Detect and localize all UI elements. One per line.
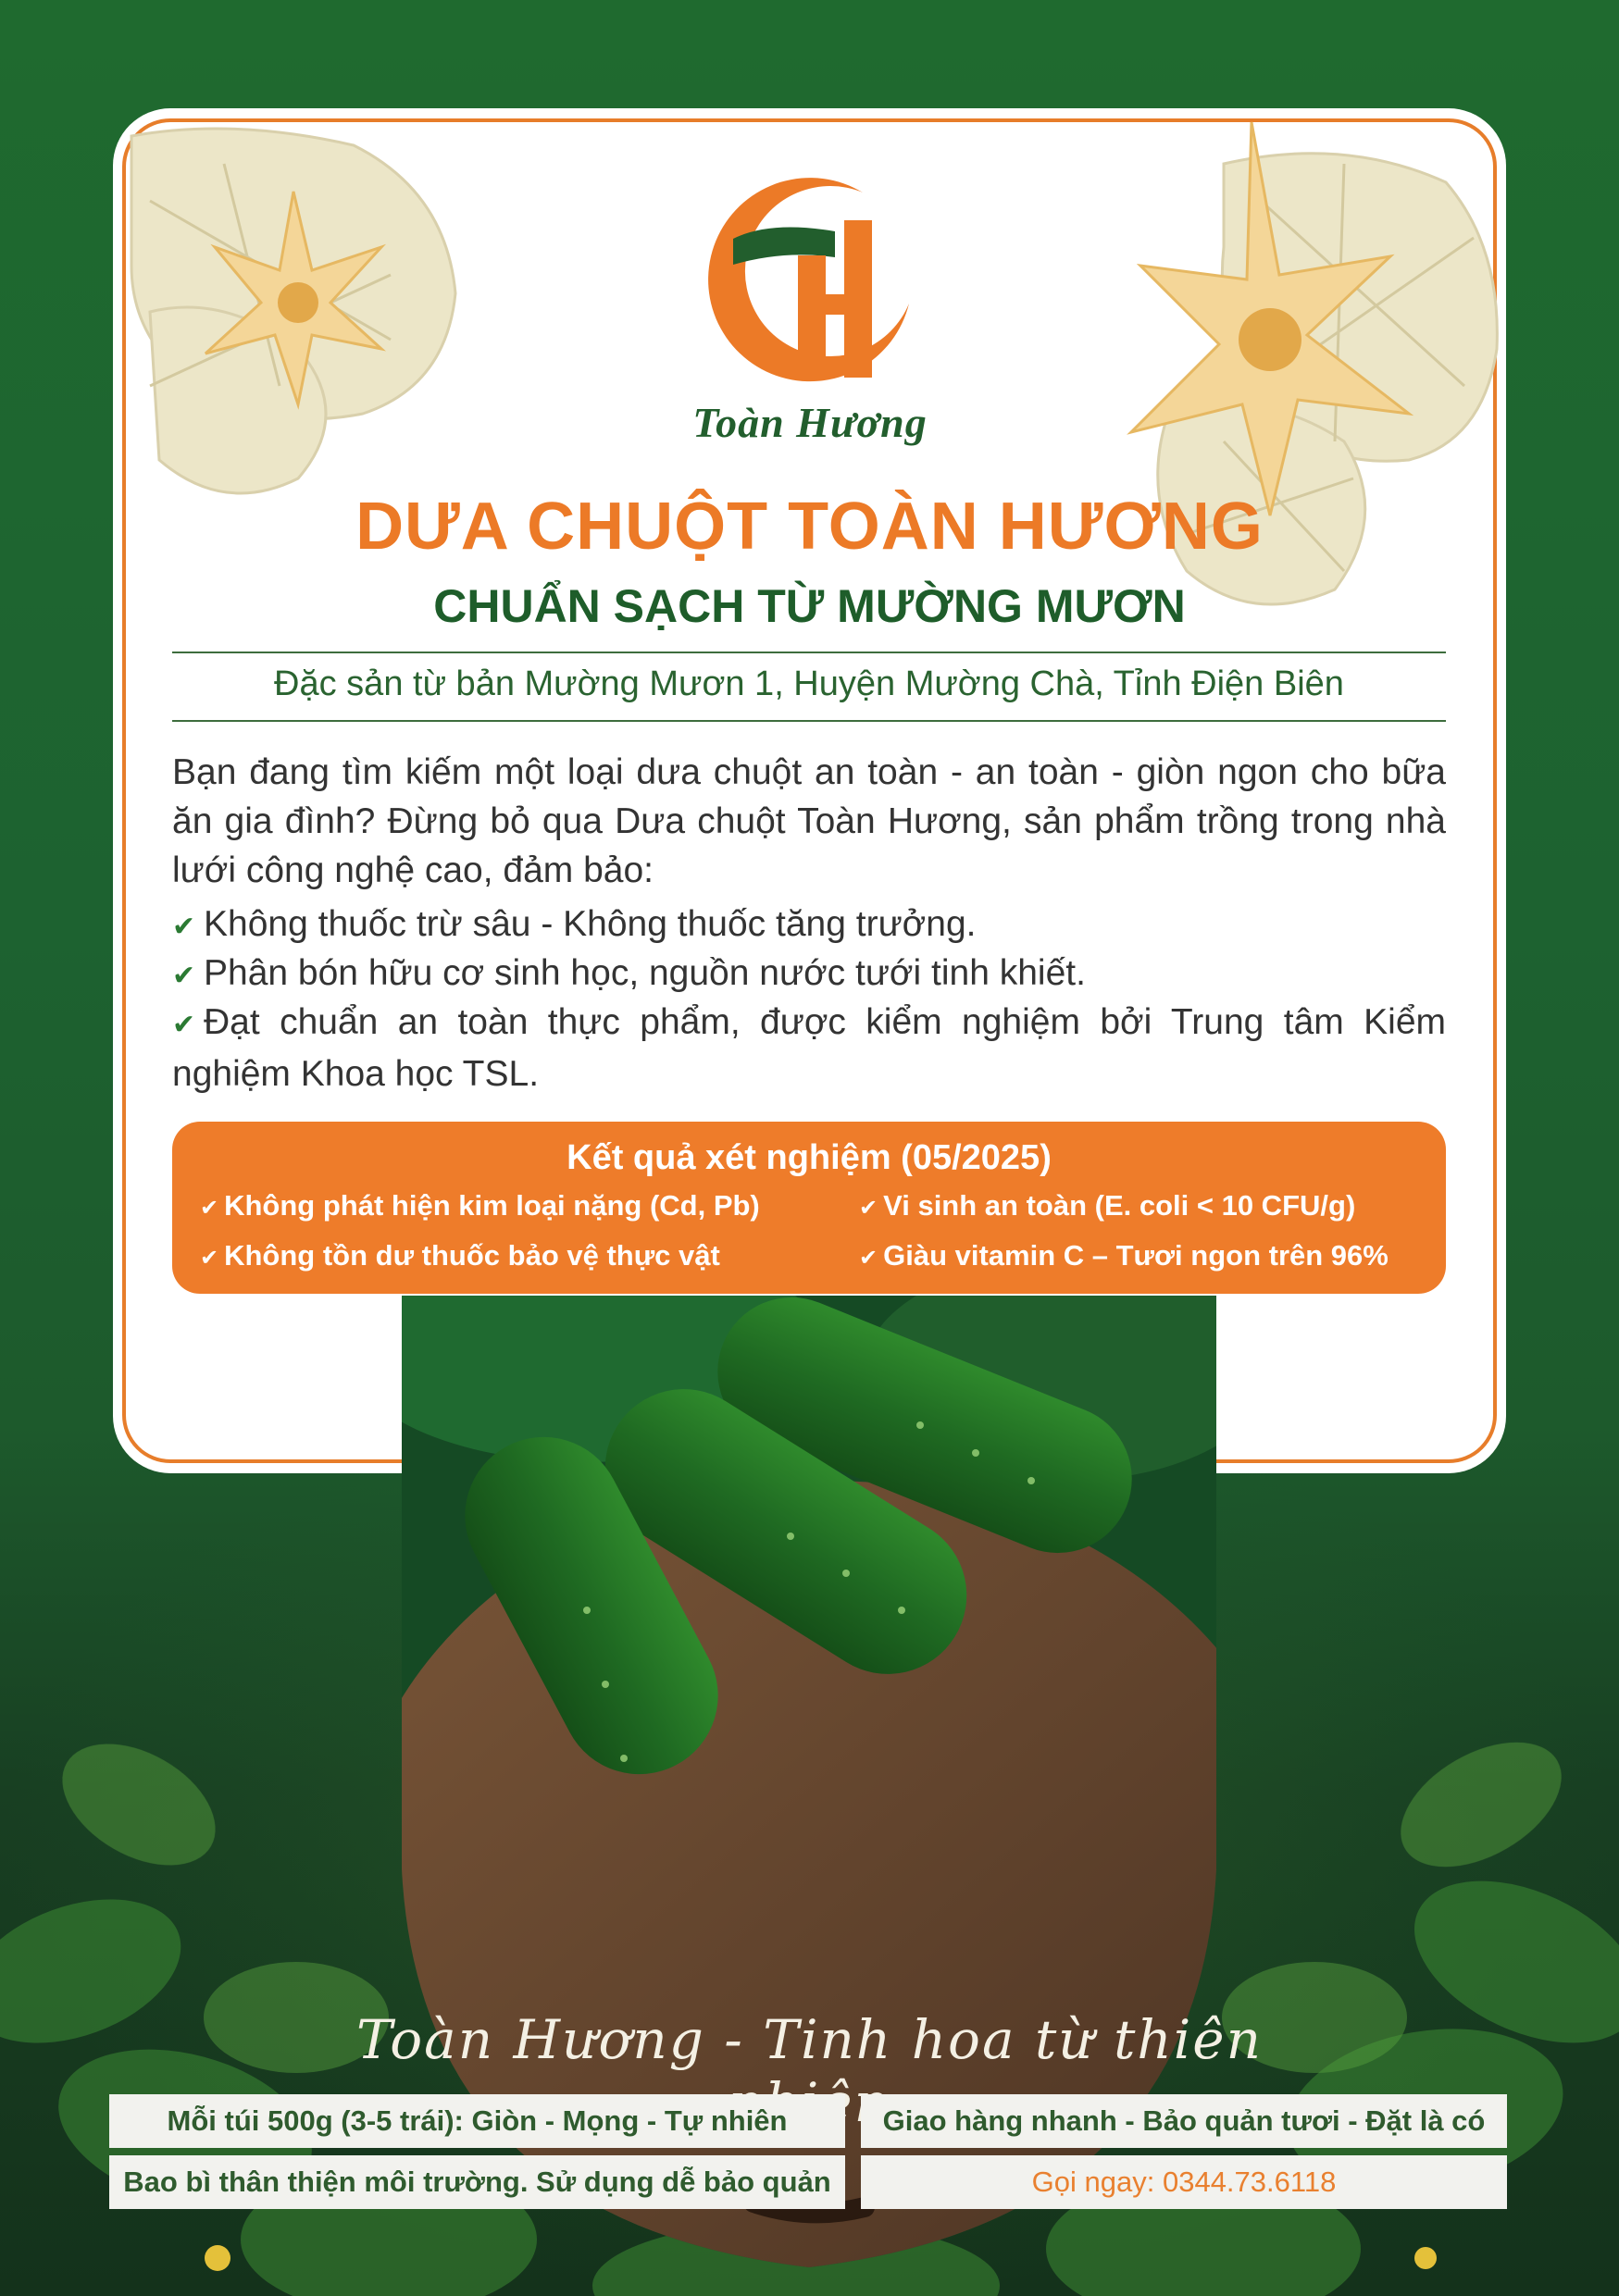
check-icon: ✔ <box>859 1246 878 1271</box>
delivery-info: Giao hàng nhanh - Bảo quản tươi - Đặt là có <box>861 2094 1507 2148</box>
test-result-item: ✔ Vi sinh an toàn (E. coli < 10 CFU/g) <box>859 1189 1356 1222</box>
test-result-item: ✔ Không phát hiện kim loại nặng (Cd, Pb) <box>200 1189 760 1222</box>
slogan: Toàn Hương - Tinh hoa từ thiên <box>356 2008 1263 2071</box>
check-icon: ✔ <box>200 1246 219 1271</box>
test-result-item: ✔ Giàu vitamin C – Tươi ngon trên 96% <box>859 1239 1389 1272</box>
check-icon: ✔ <box>859 1196 878 1221</box>
test-results-box <box>172 1122 1446 1294</box>
call-now-phone[interactable]: Gọi ngay: 0344.73.6118 <box>861 2155 1507 2209</box>
test-result-item: ✔ Không tồn dư thuốc bảo vệ thực vật <box>200 1239 720 1272</box>
divider-bottom <box>172 720 1446 722</box>
check-icon: ✔ <box>172 961 196 991</box>
intro-paragraph: Bạn đang tìm kiếm một loại dưa chuột an toàn - an toàn - giòn ngon cho bữa ăn gia đình? Đừng bỏ qua Dưa chuột Toàn Hương, sản phẩm trồng trong nhà lưới công nghệ cao, đảm bảo: <box>172 752 1446 890</box>
product-subtitle: CHUẨN SẠCH TỪ MƯỜNG MƯƠN <box>433 580 1186 632</box>
benefit-item: ✔ Đạt chuẩn an toàn thực phẩm, được kiểm nghiệm bởi Trung tâm Kiểm nghiệm Khoa học TSL. <box>172 1002 1446 1094</box>
benefit-item: ✔ Phân bón hữu cơ sinh học, nguồn nước tưới tinh khiết. <box>172 949 1446 1000</box>
pack-info: Mỗi túi 500g (3-5 trái): Giòn - Mọng - Tự nhiên <box>109 2094 845 2148</box>
divider-top <box>172 652 1446 653</box>
benefit-item: ✔ Không thuốc trừ sâu - Không thuốc tăng trưởng. <box>172 900 1446 951</box>
test-results-title: Kết quả xét nghiệm (05/2025) <box>567 1138 1052 1177</box>
check-icon: ✔ <box>200 1196 219 1221</box>
product-title: DƯA CHUỘT TOÀN HƯƠNG <box>355 490 1264 564</box>
check-icon: ✔ <box>172 1010 196 1040</box>
packaging-info: Bao bì thân thiện môi trường. Sử dụng dễ bảo quản <box>109 2155 845 2209</box>
brand-name: Toàn Hương <box>692 399 928 446</box>
check-icon: ✔ <box>172 912 196 942</box>
origin-line: Đặc sản từ bản Mường Mươn 1, Huyện Mường Chà, Tỉnh Điện Biên <box>274 664 1344 703</box>
toan-huong-logo <box>696 165 928 396</box>
